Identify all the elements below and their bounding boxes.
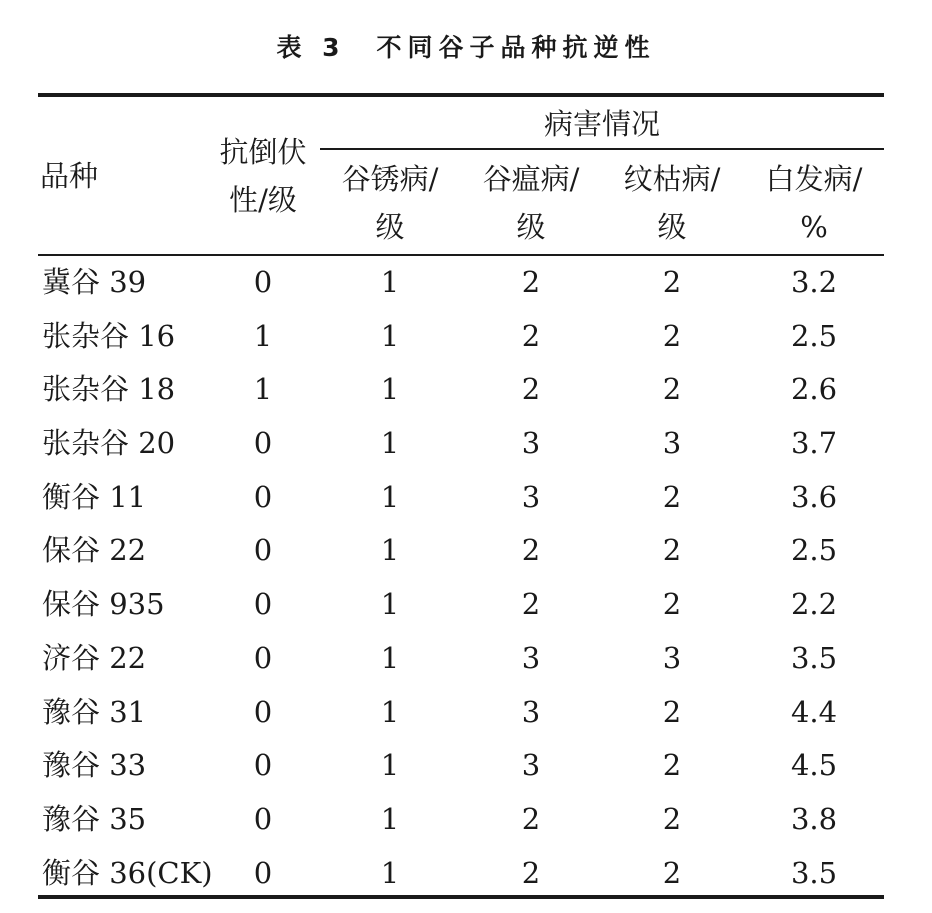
cell-lodging: 0 — [253, 265, 273, 299]
table-row — [38, 471, 884, 525]
header-rust-line2: 级 — [375, 210, 405, 244]
cell-rust: 1 — [380, 265, 400, 299]
cell-sheath: 2 — [662, 855, 682, 890]
cell-sheath: 2 — [662, 533, 682, 568]
header-lodging-line1: 抗倒伏 — [219, 135, 307, 169]
cell-lodging: 0 — [253, 748, 273, 783]
header-blast-line1: 谷瘟病/ — [482, 162, 580, 196]
header-blast — [461, 155, 601, 251]
table-title: 表 3 不同谷子品种抗逆性 — [276, 33, 656, 62]
header-sheath — [602, 155, 742, 251]
cell-mildew: 4.4 — [790, 694, 838, 729]
header-rust — [320, 155, 460, 251]
cell-sheath: 2 — [662, 587, 682, 622]
header-sheath-line1: 纹枯病/ — [623, 162, 721, 196]
cell-lodging: 1 — [253, 318, 273, 353]
cell-blast: 2 — [521, 587, 541, 622]
cell-lodging: 0 — [253, 479, 273, 514]
cell-variety: 保谷 935 — [42, 587, 165, 622]
header-mildew-line2: % — [800, 210, 828, 244]
cell-mildew: 3.7 — [790, 426, 838, 461]
cell-rust: 1 — [380, 855, 400, 890]
cell-rust: 1 — [380, 533, 400, 568]
cell-lodging: 0 — [253, 640, 273, 675]
cell-rust: 1 — [380, 426, 400, 461]
cell-rust: 1 — [380, 801, 400, 836]
table-row — [38, 256, 884, 310]
cell-blast: 2 — [521, 265, 541, 299]
cell-blast: 3 — [521, 640, 541, 675]
table-row — [38, 524, 884, 578]
cell-lodging: 0 — [253, 855, 273, 890]
cell-blast: 2 — [521, 533, 541, 568]
cell-variety: 济谷 22 — [42, 640, 147, 675]
top-rule — [38, 93, 884, 97]
cell-blast: 3 — [521, 748, 541, 783]
header-variety: 品种 — [40, 159, 99, 193]
cell-sheath: 2 — [662, 479, 682, 514]
cell-blast: 3 — [521, 479, 541, 514]
cell-sheath: 2 — [662, 372, 682, 407]
cell-variety: 张杂谷 18 — [42, 372, 176, 407]
cell-mildew: 4.5 — [790, 748, 838, 783]
table-body — [38, 256, 884, 900]
cell-sheath: 3 — [662, 426, 682, 461]
table-row — [38, 363, 884, 417]
cell-blast: 3 — [521, 426, 541, 461]
table-row — [38, 847, 884, 901]
cell-variety: 衡谷 36(CK) — [42, 855, 213, 890]
header-rust-line1: 谷锈病/ — [341, 162, 439, 196]
table-row — [38, 578, 884, 632]
cell-sheath: 2 — [662, 265, 682, 299]
cell-sheath: 2 — [662, 748, 682, 783]
table-row — [38, 739, 884, 793]
table-row — [38, 417, 884, 471]
cell-sheath: 2 — [662, 694, 682, 729]
table-row — [38, 793, 884, 847]
cell-variety: 张杂谷 16 — [42, 318, 176, 353]
cell-lodging: 1 — [253, 372, 273, 407]
cell-blast: 2 — [521, 372, 541, 407]
cell-variety: 衡谷 11 — [42, 479, 147, 514]
cell-variety: 保谷 22 — [42, 533, 147, 568]
cell-mildew: 3.8 — [790, 801, 838, 836]
cell-variety: 豫谷 33 — [42, 748, 147, 783]
cell-variety: 张杂谷 20 — [42, 426, 176, 461]
cell-mildew: 2.2 — [790, 587, 838, 622]
cell-rust: 1 — [380, 318, 400, 353]
cell-variety: 豫谷 35 — [42, 801, 147, 836]
cell-variety: 冀谷 39 — [42, 265, 147, 299]
cell-sheath: 2 — [662, 801, 682, 836]
cell-variety: 豫谷 31 — [42, 694, 147, 729]
cell-mildew: 3.5 — [790, 640, 838, 675]
cell-rust: 1 — [380, 640, 400, 675]
cell-mildew: 3.5 — [790, 855, 838, 890]
cell-mildew: 2.5 — [790, 318, 838, 353]
cell-blast: 2 — [521, 801, 541, 836]
cell-lodging: 0 — [253, 587, 273, 622]
header-blast-line2: 级 — [516, 210, 546, 244]
cell-blast: 3 — [521, 694, 541, 729]
header-lodging — [208, 128, 318, 224]
cell-sheath: 2 — [662, 318, 682, 353]
cell-mildew: 3.2 — [790, 265, 838, 299]
cell-mildew: 3.6 — [790, 479, 838, 514]
cell-lodging: 0 — [253, 533, 273, 568]
header-mildew — [744, 155, 884, 251]
cell-blast: 2 — [521, 318, 541, 353]
cell-mildew: 2.6 — [790, 372, 838, 407]
table-row — [38, 632, 884, 686]
subheader-rule — [320, 148, 884, 150]
cell-rust: 1 — [380, 694, 400, 729]
table-row — [38, 310, 884, 364]
table-row — [38, 686, 884, 740]
header-disease-group: 病害情况 — [543, 107, 660, 141]
cell-sheath: 3 — [662, 640, 682, 675]
cell-rust: 1 — [380, 748, 400, 783]
header-mildew-line1: 白发病/ — [765, 162, 863, 196]
header-sheath-line2: 级 — [657, 210, 687, 244]
cell-rust: 1 — [380, 587, 400, 622]
cell-rust: 1 — [380, 479, 400, 514]
cell-lodging: 0 — [253, 694, 273, 729]
header-lodging-line2: 性/级 — [229, 183, 297, 217]
cell-rust: 1 — [380, 372, 400, 407]
cell-lodging: 0 — [253, 801, 273, 836]
cell-blast: 2 — [521, 855, 541, 890]
cell-mildew: 2.5 — [790, 533, 838, 568]
cell-lodging: 0 — [253, 426, 273, 461]
